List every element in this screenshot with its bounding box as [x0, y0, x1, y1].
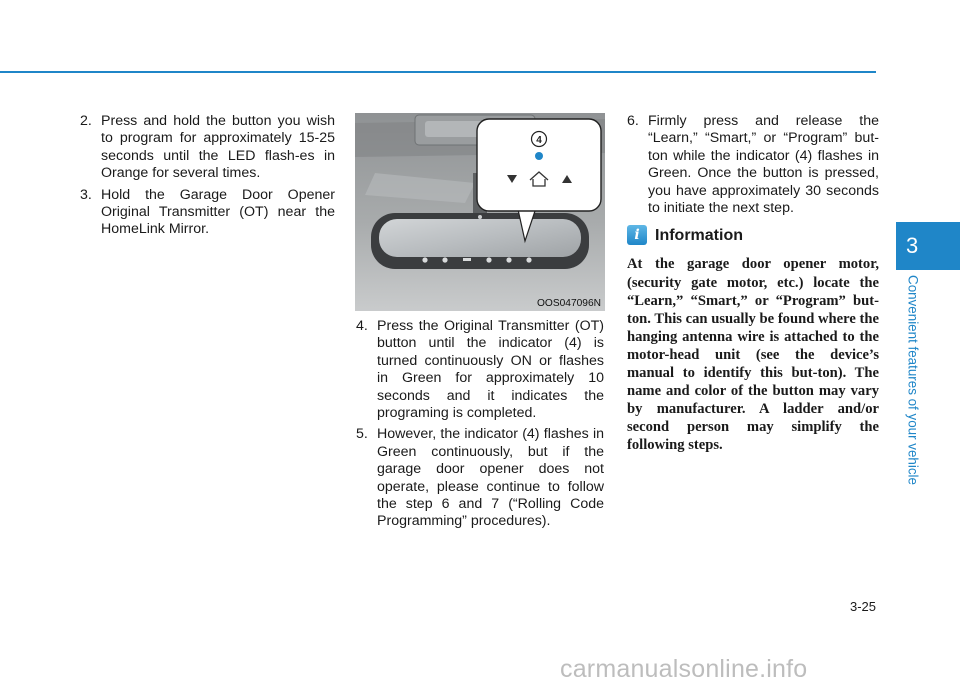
top-rule	[0, 71, 876, 73]
column-middle	[356, 318, 604, 535]
step-number: 3.	[80, 186, 92, 203]
step-number: 6.	[627, 113, 639, 129]
step-text: Press and hold the button you wish to program for approximately 15-25 seconds until the LED flash-es in Orange for several times.	[101, 113, 335, 182]
column-right	[627, 113, 879, 454]
step-text: However, the indicator (4) flashes in Green continuously, but if the garage door opener does not operate, please continue to follow the step 6 and 7 (“Rolling Code Programming” procedures).	[377, 426, 604, 530]
indicator-led	[535, 152, 543, 160]
step-number: 4.	[356, 318, 368, 334]
step-number: 5.	[356, 426, 368, 443]
step-2	[80, 113, 335, 183]
step-6	[627, 113, 879, 217]
step-4	[356, 318, 604, 422]
section-title: Convenient features of your vehicle	[905, 275, 921, 485]
information-title: Information	[655, 226, 743, 244]
column-left	[80, 113, 335, 243]
homelink-mirror-figure	[355, 113, 605, 311]
information-body: At the garage door opener motor, (security gate motor, etc.) locate the “Learn,” “Smart,” or “Program” but-ton. This can usually be found where the hanging antenna wire is attached to the motor-head unit (see the device’s manual to identify this but-ton). The name and color of the button may vary by manufacturer. A ladder and/or second person may simplify the following steps.	[627, 256, 879, 454]
information-header	[627, 225, 879, 245]
chapter-tab: 3	[896, 222, 960, 270]
figure-caption: OOS047096N	[537, 298, 601, 309]
step-text: Firmly press and release the “Learn,” “Smart,” or “Program” but-ton while the indicator (4) flashes in Green. Once the button is pressed, you have approximately 30 seconds to initiate the next step.	[648, 113, 879, 217]
watermark: carmanualsonline.info	[560, 655, 808, 683]
callout-number: 4	[536, 135, 542, 146]
homelink-mirror-illustration	[355, 113, 605, 311]
page-number: 3-25	[849, 599, 876, 614]
step-text: Hold the Garage Door Opener Original Transmitter (OT) near the HomeLink Mirror.	[101, 186, 335, 238]
step-number: 2.	[80, 113, 92, 129]
info-icon: i	[627, 225, 647, 245]
step-5	[356, 426, 604, 530]
step-3	[80, 187, 335, 239]
step-text: Press the Original Transmitter (OT) button until the indicator (4) is turned continuously ON or flashes in Green for approximately 10 seconds and it indicates the programing is completed.	[377, 318, 604, 422]
